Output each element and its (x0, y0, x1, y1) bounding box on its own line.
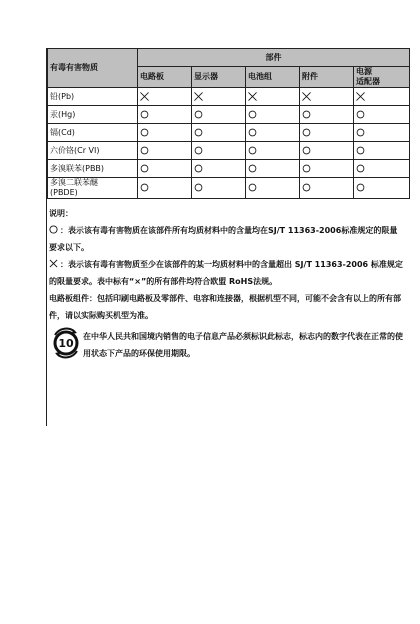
circle-icon (248, 164, 257, 173)
column-header-5: 电源 适配器 (354, 67, 410, 88)
table-group-header: 部件 (138, 49, 410, 67)
mark-cell (300, 106, 354, 124)
table-row (48, 88, 410, 106)
mark-cell (354, 106, 410, 124)
mark-cell (300, 142, 354, 160)
circle-icon (356, 183, 365, 192)
cross-icon (49, 259, 58, 268)
note-epup-text: 在中华人民共和国境内销售的电子信息产品必须标识此标志，标志内的数字代表在正常的使用状态下产品的环保使用期限。 (83, 332, 403, 358)
cross-icon (140, 92, 149, 101)
note-cross-text: ：表示该有毒有害物质至少在该部件的某一均质材料中的含量超出 SJ/T 11363-2006 标准规定的限量要求。表中标有“×”的所有部件均符合欧盟 RoHS法规。 (49, 260, 403, 286)
cross-icon (194, 92, 203, 101)
circle-icon (194, 164, 203, 173)
mark-cell (246, 106, 300, 124)
column-header-3: 电池组 (246, 67, 300, 88)
mark-cell (354, 178, 410, 199)
circle-icon (302, 128, 311, 137)
mark-cell (246, 160, 300, 178)
mark-cell (354, 124, 410, 142)
substance-name: 多溴二联苯醚 (PBDE) (48, 178, 138, 199)
mark-cell (138, 88, 192, 106)
column-header-2: 显示器 (192, 67, 246, 88)
note-circle-text: ：表示该有毒有害物质在该部件所有均质材料中的含量均在SJ/T 11363-2006标准规定的限量要求以下。 (49, 226, 398, 252)
mark-cell (138, 106, 192, 124)
mark-cell (354, 88, 410, 106)
circle-icon (248, 128, 257, 137)
cross-icon (302, 92, 311, 101)
circle-icon (248, 110, 257, 119)
circle-icon (49, 225, 58, 234)
mark-cell (354, 160, 410, 178)
mark-cell (192, 160, 246, 178)
notes-title: 说明： (49, 209, 73, 218)
circle-icon (302, 146, 311, 155)
circle-icon (140, 164, 149, 173)
circle-icon (194, 146, 203, 155)
mark-cell (300, 160, 354, 178)
substance-name: 汞(Hg) (48, 106, 138, 124)
table-row (48, 106, 410, 124)
column-header-4: 附件 (300, 67, 354, 88)
circle-icon (248, 183, 257, 192)
mark-cell (192, 106, 246, 124)
mark-cell (300, 124, 354, 142)
mark-cell (138, 178, 192, 199)
mark-cell (246, 124, 300, 142)
table-row (48, 142, 410, 160)
cross-icon (248, 92, 257, 101)
document-page (46, 48, 409, 426)
circle-icon (140, 128, 149, 137)
mark-cell (300, 88, 354, 106)
table-row (48, 124, 410, 142)
column-header-1: 电路板 (138, 67, 192, 88)
circle-icon (302, 110, 311, 119)
table-row (48, 178, 410, 199)
circle-icon (356, 146, 365, 155)
circle-icon (302, 164, 311, 173)
mark-cell (300, 178, 354, 199)
mark-cell (246, 88, 300, 106)
circle-icon (356, 110, 365, 119)
mark-cell (192, 88, 246, 106)
circle-icon (194, 128, 203, 137)
mark-cell (354, 142, 410, 160)
circle-icon (194, 110, 203, 119)
circle-icon (140, 110, 149, 119)
circle-icon (248, 146, 257, 155)
mark-cell (192, 124, 246, 142)
hazardous-substance-table (47, 48, 410, 199)
epup-note (49, 328, 405, 362)
mark-cell (192, 178, 246, 199)
circle-icon (140, 146, 149, 155)
substance-name: 多溴联苯(PBB) (48, 160, 138, 178)
note-pcb: 电路板组件：包括印刷电路板及零部件、电容和连接器，根据机型不同，可能不会含有以上的所有部件，请以实际购买机型为准。 (49, 294, 401, 320)
svg-text:10: 10 (58, 337, 74, 350)
mark-cell (246, 142, 300, 160)
cross-icon (356, 92, 365, 101)
environmental-use-period-logo (49, 326, 83, 360)
note-circle (49, 222, 405, 256)
circle-icon (356, 164, 365, 173)
mark-cell (138, 124, 192, 142)
note-cross (49, 256, 405, 290)
mark-cell (192, 142, 246, 160)
mark-cell (138, 142, 192, 160)
mark-cell (138, 160, 192, 178)
mark-cell (246, 178, 300, 199)
circle-icon (356, 128, 365, 137)
circle-icon (302, 183, 311, 192)
table-row (48, 160, 410, 178)
table-corner-header: 有毒有害物质 (48, 49, 138, 88)
substance-name: 镉(Cd) (48, 124, 138, 142)
substance-name: 铅(Pb) (48, 88, 138, 106)
circle-icon (194, 183, 203, 192)
notes-section (47, 199, 409, 362)
circle-icon (140, 183, 149, 192)
substance-name: 六价铬(Cr VI) (48, 142, 138, 160)
